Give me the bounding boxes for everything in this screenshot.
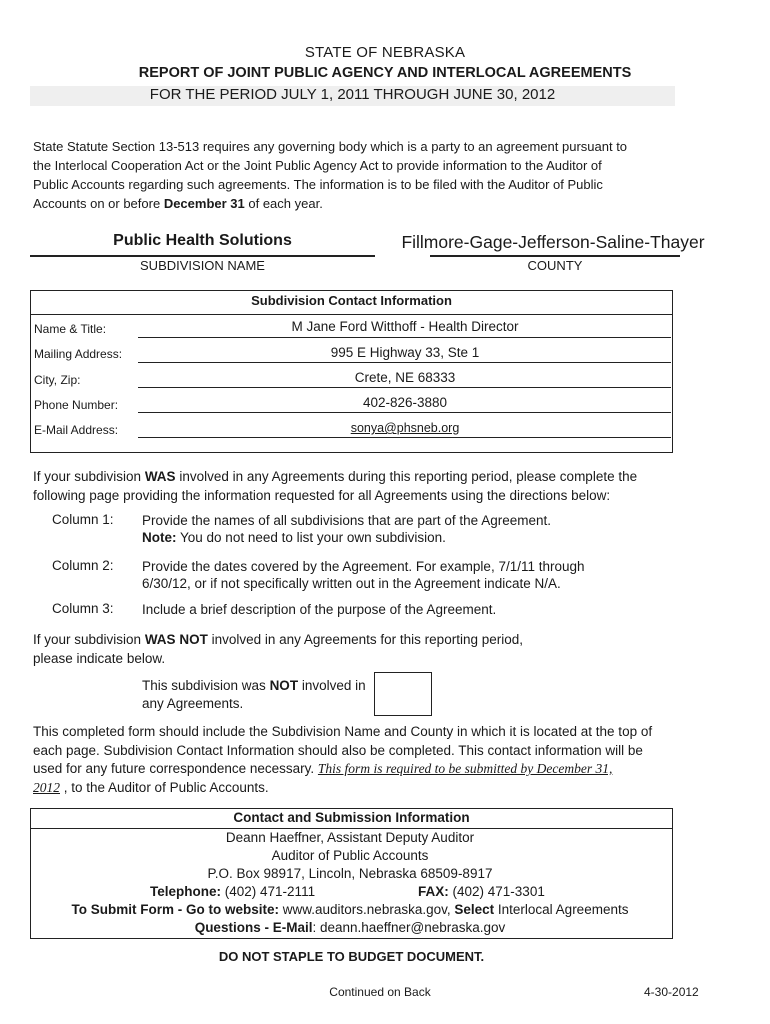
auditor-address: P.O. Box 98917, Lincoln, Nebraska 68509-8917 bbox=[207, 866, 493, 881]
submit-website-line: To Submit Form - Go to website: www.auditors.nebraska.gov, Select Interlocal Agreements bbox=[71, 902, 629, 917]
city-zip-line bbox=[138, 387, 671, 388]
statute-line: Accounts on or before December 31 of each year. bbox=[33, 196, 323, 211]
telephone-line: Telephone: (402) 471-2111 bbox=[150, 884, 316, 899]
mailing-address-label: Mailing Address: bbox=[34, 347, 123, 361]
phone-number-line bbox=[138, 412, 671, 413]
deadline-text: December 31 bbox=[163, 196, 245, 211]
deadline-notice: This form is required to be submitted by December 31, bbox=[317, 761, 613, 776]
column-1-label: Column 1: bbox=[52, 512, 114, 527]
no-staple-notice: DO NOT STAPLE TO BUDGET DOCUMENT. bbox=[218, 949, 485, 964]
mailing-address-line bbox=[138, 362, 671, 363]
name-title-value: M Jane Ford Witthoff - Health Director bbox=[291, 319, 519, 334]
questions-email-link[interactable]: : deann.haeffner@nebraska.gov bbox=[312, 920, 506, 935]
website-link[interactable]: www.auditors.nebraska.gov, bbox=[279, 902, 455, 917]
email-address-line bbox=[138, 437, 671, 438]
statute-line: State Statute Section 13-513 requires any governing body which is a party to an agreement pursuant to bbox=[33, 139, 628, 154]
column-3-label: Column 3: bbox=[52, 601, 114, 616]
submission-info-title: Contact and Submission Information bbox=[233, 810, 470, 825]
subdivision-name-underline bbox=[30, 255, 375, 257]
not-involved-paragraph: If your subdivision WAS NOT involved in any Agreements for this reporting period, please indicate below. bbox=[33, 632, 523, 666]
column-1-text: Provide the names of all subdivisions that are part of the Agreement. Note: You do not need to list your own subdivision. bbox=[142, 513, 551, 545]
form-date: 4-30-2012 bbox=[644, 985, 699, 999]
subdivision-name: Public Health Solutions bbox=[113, 232, 292, 249]
auditor-name: Deann Haeffner, Assistant Deputy Auditor bbox=[225, 830, 475, 845]
email-address-value[interactable]: sonya@phsneb.org bbox=[350, 421, 460, 435]
not-involved-checkbox-label: This subdivision was NOT involved in any Agreements. bbox=[142, 678, 366, 711]
report-title: REPORT OF JOINT PUBLIC AGENCY AND INTERLOCAL AGREEMENTS bbox=[138, 65, 632, 81]
column-2-label: Column 2: bbox=[52, 558, 114, 573]
county-name: Fillmore-Gage-Jefferson-Saline-Thayer bbox=[401, 232, 705, 252]
column-3-text: Include a brief description of the purpose of the Agreement. bbox=[142, 602, 497, 617]
phone-number-value: 402-826-3880 bbox=[362, 395, 448, 410]
statute-line: the Interlocal Cooperation Act or the Joint Public Agency Act to provide information to the Auditor of bbox=[33, 158, 602, 173]
auditor-office: Auditor of Public Accounts bbox=[271, 848, 429, 863]
state-heading: STATE OF NEBRASKA bbox=[304, 44, 466, 61]
city-zip-label: City, Zip: bbox=[34, 373, 81, 387]
statute-line: Public Accounts regarding such agreements. The information is to be filed with the Auditor of Public bbox=[33, 177, 603, 192]
submission-title-divider bbox=[30, 828, 673, 829]
not-involved-checkbox[interactable] bbox=[374, 672, 432, 716]
name-title-line bbox=[138, 337, 671, 338]
statute-paragraph bbox=[33, 137, 693, 213]
email-address-label: E-Mail Address: bbox=[34, 423, 119, 437]
questions-email-line: Questions - E-Mail: deann.haeffner@nebraska.gov bbox=[194, 920, 506, 935]
involved-paragraph: If your subdivision WAS involved in any Agreements during this reporting period, please complete the following page providing the information requested for all Agreements using the directions below: bbox=[33, 469, 638, 503]
continued-on-back: Continued on Back bbox=[329, 985, 431, 999]
city-zip-value: Crete, NE 68333 bbox=[354, 370, 456, 385]
fax-line: FAX: (402) 471-3301 bbox=[418, 884, 545, 899]
mailing-address-value: 995 E Highway 33, Ste 1 bbox=[330, 345, 480, 360]
phone-number-label: Phone Number: bbox=[34, 398, 119, 412]
county-underline bbox=[430, 255, 680, 257]
completion-paragraph: This completed form should include the Subdivision Name and County in which it is located at the top of each page. Subdivision Contact Information should also be completed. This contact information will be used for any future correspondence necessary. This form is required to be submitted by December 31, 2012 , to the Auditor of Public Accounts. bbox=[33, 724, 653, 795]
column-2-text: Provide the dates covered by the Agreement. For example, 7/1/11 through 6/30/12, or if not specifically written out in the Agreement indicate N/A. bbox=[142, 559, 585, 591]
subdivision-name-label: SUBDIVISION NAME bbox=[140, 258, 265, 273]
name-title-label: Name & Title: bbox=[34, 322, 107, 336]
county-label: COUNTY bbox=[527, 258, 583, 273]
subdivision-contact-title: Subdivision Contact Information bbox=[251, 293, 452, 308]
period-heading: FOR THE PERIOD JULY 1, 2011 THROUGH JUNE 30, 2012 bbox=[30, 86, 675, 106]
contact-title-divider bbox=[30, 314, 673, 315]
